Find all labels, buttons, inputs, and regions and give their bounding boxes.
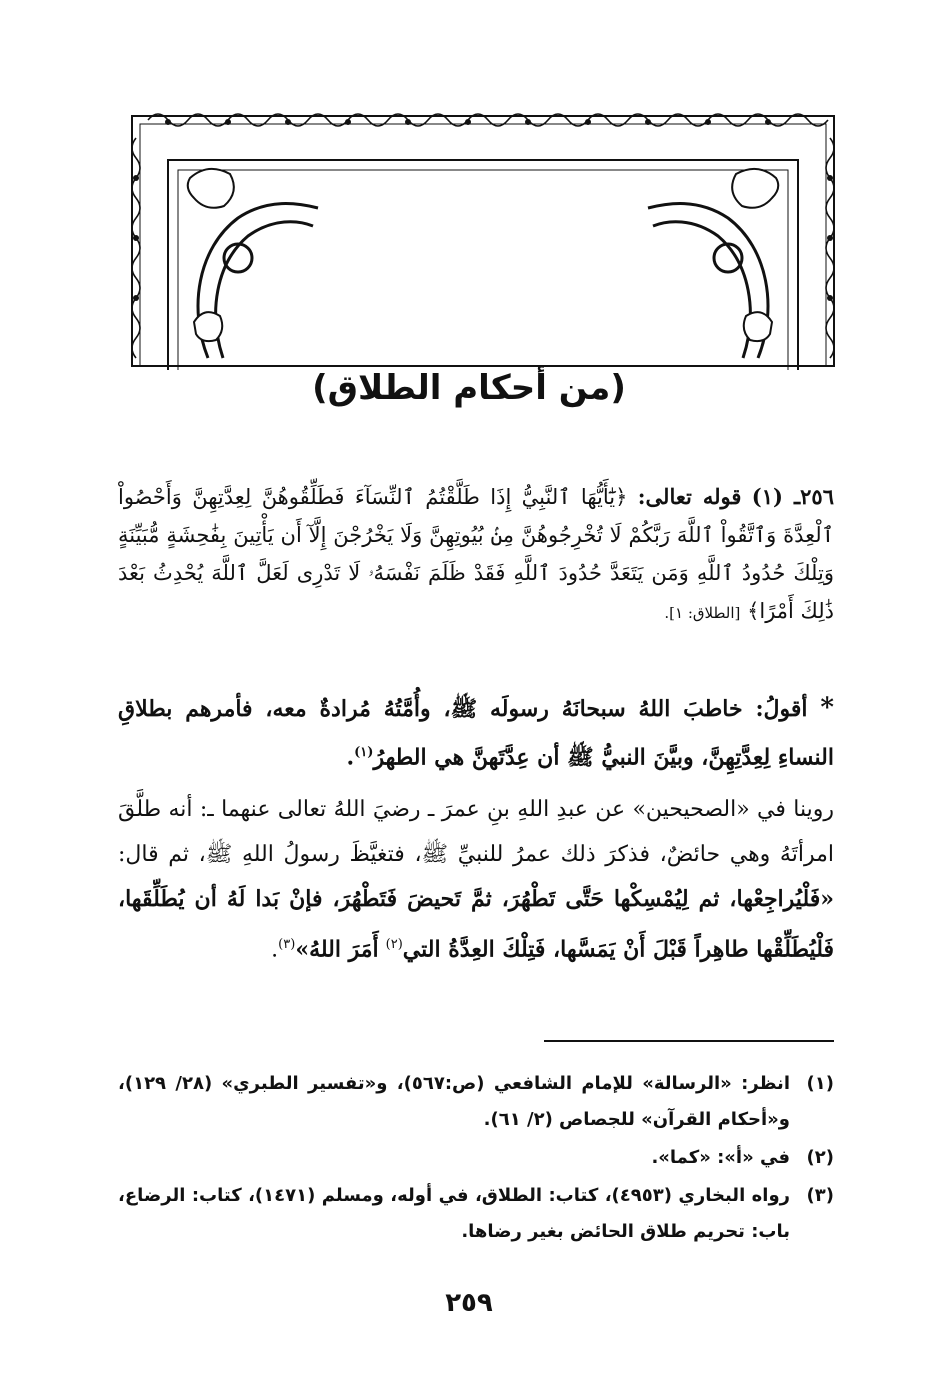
quran-verse: ﴿يَٰٓأَيُّهَا ٱلنَّبِيُّ إِذَا طَلَّقْتُمُ ٱلنِّسَآءَ فَطَلِّقُوهُنَّ لِعِدَّتِهِنَّ وَأَحْصُواْ ٱلْعِدَّةَ وَٱتَّقُواْ ٱللَّهَ رَبَّكُمْ لَا تُخْرِجُوهُنَّ مِنۢ بُيُوتِهِنَّ وَلَا يَخْرُجْنَ إِلَّآ أَن يَأْتِينَ بِفَٰحِشَةٍ مُّبَيِّنَةٍ وَتِلْكَ حُدُودُ ٱللَّهِ وَمَن يَتَعَدَّ حُدُودَ ٱللَّهِ فَقَدْ ظَلَمَ نَفْسَهُۥ لَا تَدْرِى لَعَلَّ ٱللَّهَ يُحْدِثُ بَعْدَ ذَٰلِكَ أَمْرًا﴾ bbox=[118, 485, 834, 623]
hadith-end: . bbox=[271, 936, 279, 962]
footnote-item bbox=[118, 1066, 834, 1138]
footnote-item bbox=[118, 1140, 834, 1176]
footnote-number: (٢) bbox=[806, 1147, 834, 1168]
footnotes bbox=[118, 1066, 834, 1252]
hadith-quote-end: أَمَرَ اللهُ» bbox=[295, 935, 379, 962]
footnote-text: في «أ»: «كما». bbox=[651, 1147, 790, 1168]
footnote-item bbox=[118, 1178, 834, 1250]
ornamental-header-frame bbox=[128, 108, 838, 370]
commentary-text: خاطبَ اللهُ سبحانَهُ رسولَه ﷺ، وأُمَّتُهُ مُرادةٌ معه، فأمرهم بطلاقِ النساءِ لِعِدَّتِهِنَّ، وبيَّنَ النبيُّ ﷺ أن عِدَّتَهنَّ هي الطهرُ bbox=[118, 696, 834, 771]
commentary-lead: أقولُ: bbox=[755, 696, 808, 722]
footnote-ref-1: (١) bbox=[354, 745, 374, 760]
paragraph-hadith bbox=[118, 788, 834, 972]
paragraph-verse bbox=[118, 478, 834, 632]
hadith-intro: روينا في «الصحيحين» عن عبدِ اللهِ بنِ عمرَ ـ رضيَ اللهُ تعالى عنهما ـ: أنه طلَّقَ امرأتَهُ وهي حائضٌ، فذكرَ ذلك عمرُ للنبيِّ ﷺ، فتغيَّظَ رسولُ اللهِ ﷺ، ثم قال: bbox=[118, 797, 834, 867]
page-number: ٢٥٩ bbox=[445, 1288, 493, 1318]
entry-number: ٢٥٦ـ (١) bbox=[751, 484, 834, 509]
verse-intro: قوله تعالى: bbox=[637, 484, 742, 509]
commentary-end: . bbox=[346, 744, 355, 771]
footnote-ref-3: (٣) bbox=[278, 936, 296, 952]
footnote-ref-2: (٢) bbox=[385, 936, 403, 952]
footnote-text: رواه البخاري (٤٩٥٣)، كتاب: الطلاق، في أوله، ومسلم (١٤٧١)، كتاب: الرضاع، باب: تحريم طلاق الحائض بغير رضاها. bbox=[118, 1185, 790, 1242]
chapter-title: (من أحكام الطلاق) bbox=[312, 368, 626, 408]
footnote-number: (١) bbox=[806, 1073, 834, 1094]
hadith-quote: «فَلْيُراجِعْها، ثم لِيُمْسِكْها حَتَّى تَطْهُرَ، ثمَّ تَحيضَ فَتَطْهُرَ، فإنْ بَدا لَهُ أن يُطَلِّقَها، فَلْيُطَلِّقْها طاهِراً قَبْلَ أَنْ يَمَسَّها، فَتِلْكَ العِدَّةُ التي bbox=[118, 886, 834, 962]
paragraph-commentary bbox=[118, 686, 834, 779]
asterisk-marker: * bbox=[820, 693, 834, 723]
footnote-divider bbox=[544, 1040, 834, 1042]
footnote-number: (٣) bbox=[806, 1185, 834, 1206]
footnote-text: انظر: «الرسالة» للإمام الشافعي (ص:٥٦٧)، و«تفسير الطبري» (٢٨/ ١٢٩)، و«أحكام القرآن» للجصاص (٢/ ٦١). bbox=[118, 1073, 790, 1130]
verse-reference: [الطلاق: ١]. bbox=[664, 604, 741, 622]
